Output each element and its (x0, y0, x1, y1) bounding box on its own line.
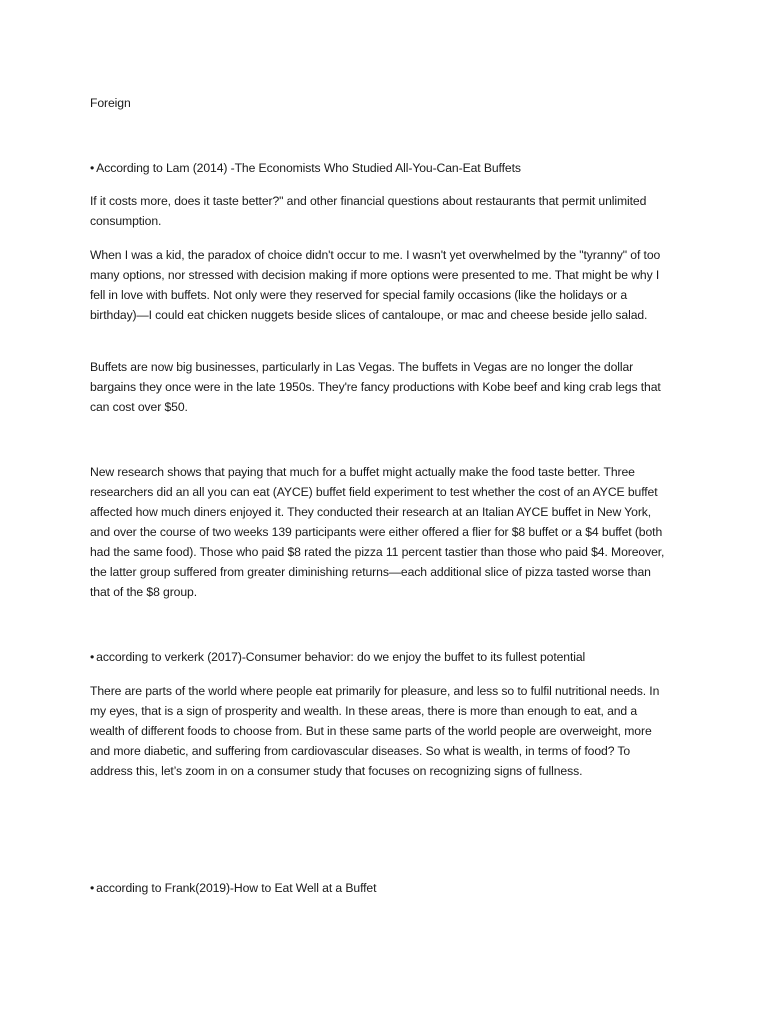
paragraph: If it costs more, does it taste better?" and other financial questions about restaurants that permit unlimited consumption. (90, 194, 647, 228)
bullet-heading-verkerk (90, 647, 670, 667)
bullet-icon: • (90, 881, 95, 895)
bullet-heading-lam (90, 158, 670, 178)
document-title: Foreign (90, 96, 131, 110)
paragraph: Buffets are now big businesses, particularly in Las Vegas. The buffets in Vegas are no longer the dollar bargains they once were in the late 1950s. They're fancy productions with Kobe beef and king crab legs that can cost over $50. (90, 360, 661, 414)
paragraph: New research shows that paying that much for a buffet might actually make the food taste better. Three researchers did an all you can eat (AYCE) buffet field experiment to test whether the cost of an AYCE buffet affected how much diners enjoyed it. They conducted their research at an Italian AYCE buffet in New York, and over the course of two weeks 139 participants were either offered a flier for $8 buffet or a $4 buffet (both had the same food). Those who paid $8 rated the pizza 11 percent tastier than those who paid $4. Moreover, the latter group suffered from greater diminishing returns—each additional slice of pizza tasted worse than that of the $8 group. (90, 465, 665, 599)
bullet-icon: • (90, 161, 95, 175)
bullet-heading-text: According to Lam (2014) -The Economists Who Studied All-You-Can-Eat Buffets (96, 161, 521, 175)
bullet-heading-text: according to verkerk (2017)-Consumer behavior: do we enjoy the buffet to its fullest potential (96, 650, 586, 664)
bullet-heading-text: according to Frank(2019)-How to Eat Well at a Buffet (96, 881, 377, 895)
paragraph: There are parts of the world where people eat primarily for pleasure, and less so to fulfil nutritional needs. In my eyes, that is a sign of prosperity and wealth. In these areas, there is more than enough to eat, and a wealth of different foods to choose from. But in these same parts of the world people are overweight, more and more diabetic, and suffering from cardiovascular diseases. So what is wealth, in terms of food? To address this, let’s zoom in on a consumer study that focuses on recognizing signs of fullness. (90, 684, 660, 778)
bullet-icon: • (90, 650, 95, 664)
paragraph: When I was a kid, the paradox of choice didn't occur to me. I wasn't yet overwhelmed by the "tyranny" of too many options, nor stressed with decision making if more options were presented to me. That might be why I fell in love with buffets. Not only were they reserved for special family occasions (like the holidays or a birthday)—I could eat chicken nuggets beside slices of cantaloupe, or mac and cheese beside jello salad. (90, 248, 661, 322)
bullet-heading-frank (90, 878, 670, 898)
